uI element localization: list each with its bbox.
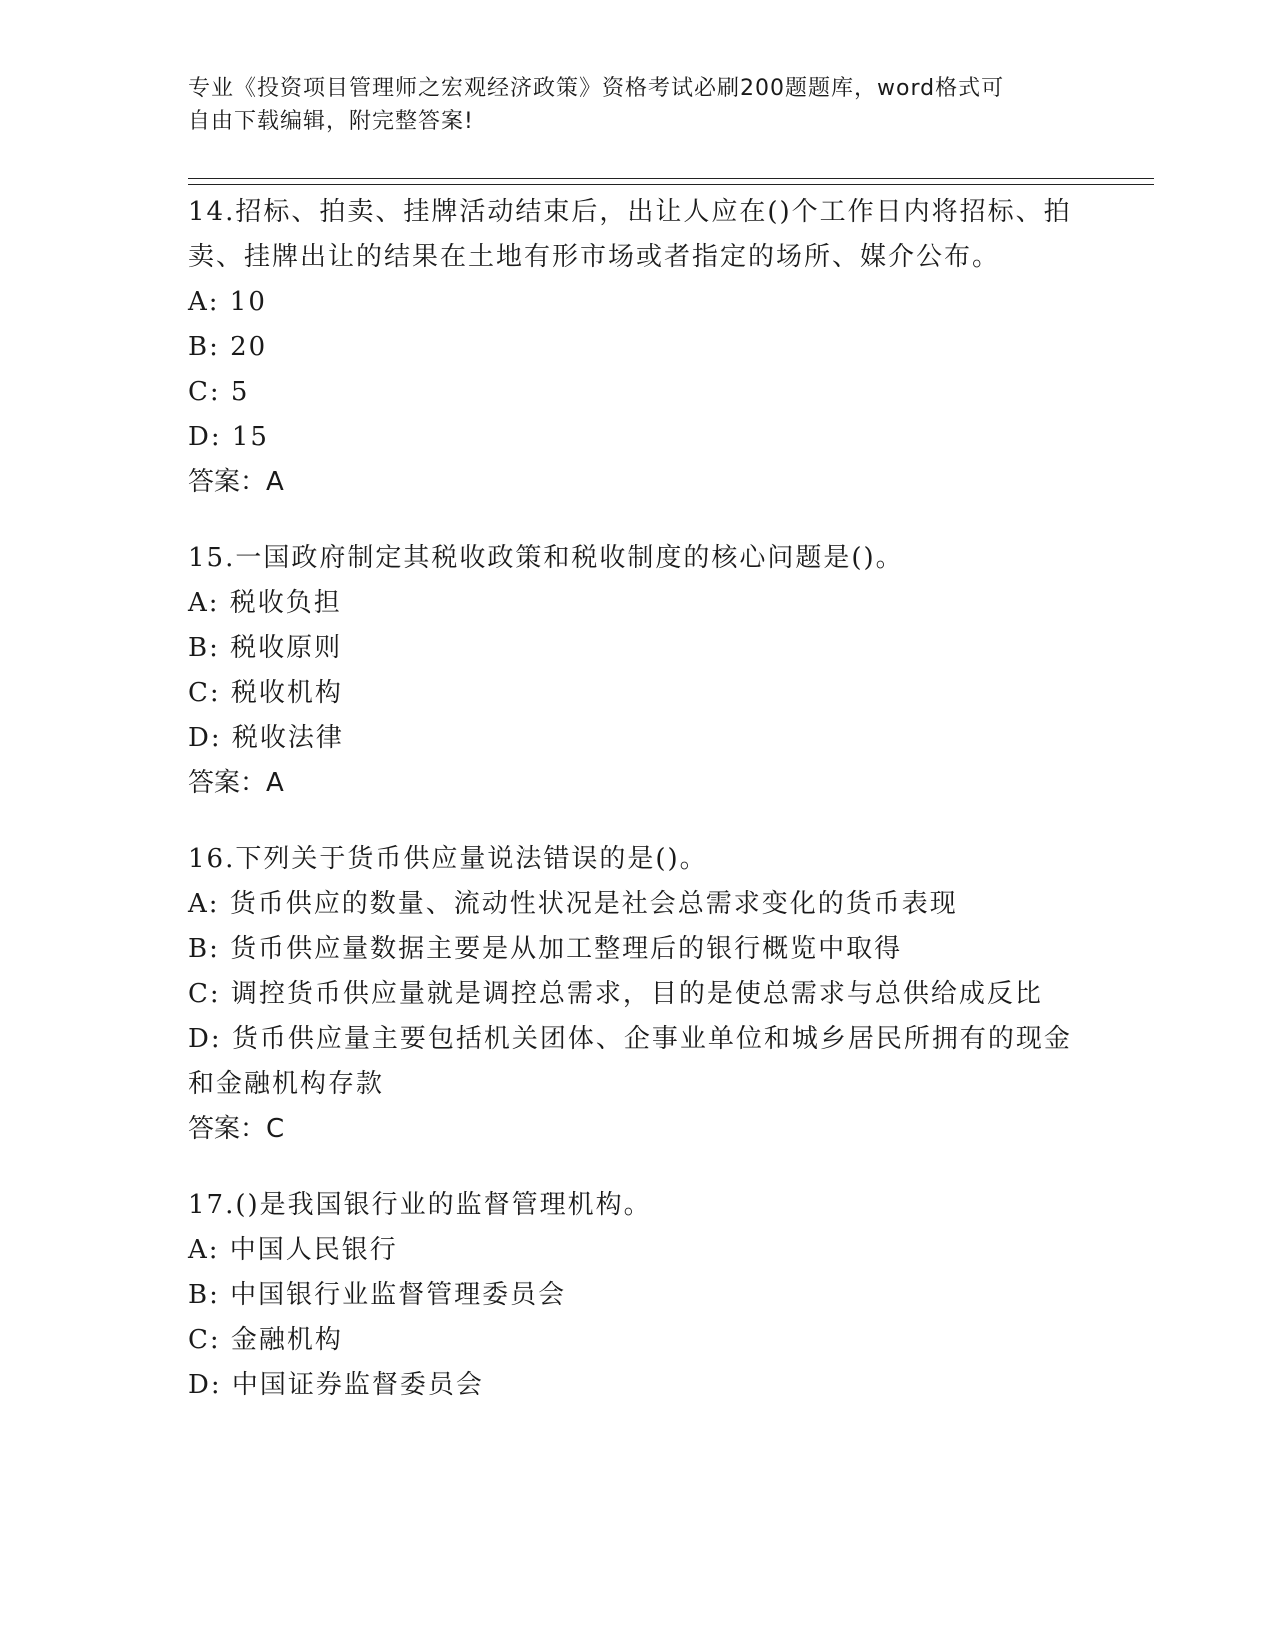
option-d: D: 中国证券监督委员会 xyxy=(188,1370,484,1400)
option-c: C: 调控货币供应量就是调控总需求，目的是使总需求与总供给成反比 xyxy=(188,979,1043,1009)
option-d: D: 15 xyxy=(188,422,269,452)
option-b: B: 20 xyxy=(188,332,268,362)
question-stem: 14.招标、拍卖、挂牌活动结束后，出让人应在()个工作日内将招标、拍卖、挂牌出让的结果在土地有形市场或者指定的场所、媒介公布。 xyxy=(188,197,1072,272)
question-14 xyxy=(188,190,1088,504)
question-stem: 16.下列关于货币供应量说法错误的是()。 xyxy=(188,844,708,874)
question-15 xyxy=(188,536,1088,805)
option-b: B: 货币供应量数据主要是从加工整理后的银行概览中取得 xyxy=(188,934,903,964)
answer: 答案：C xyxy=(188,1114,285,1144)
document-header xyxy=(188,72,1088,138)
option-c: C: 5 xyxy=(188,377,250,407)
question-stem: 17.()是我国银行业的监督管理机构。 xyxy=(188,1190,652,1220)
option-c: C: 税收机构 xyxy=(188,678,343,708)
question-list xyxy=(188,190,1088,1440)
option-a: A: 10 xyxy=(188,287,267,317)
header-line-1: 专业《投资项目管理师之宏观经济政策》资格考试必刷200题题库，word格式可 xyxy=(188,76,1005,101)
option-b: B: 中国银行业监督管理委员会 xyxy=(188,1280,567,1310)
answer: 答案：A xyxy=(188,467,284,497)
question-stem: 15.一国政府制定其税收政策和税收制度的核心问题是()。 xyxy=(188,543,904,573)
option-d: D: 货币供应量主要包括机关团体、企事业单位和城乡居民所拥有的现金和金融机构存款 xyxy=(188,1024,1072,1099)
header-line-2: 自由下载编辑，附完整答案! xyxy=(188,109,474,134)
option-a: A: 货币供应的数量、流动性状况是社会总需求变化的货币表现 xyxy=(188,889,958,919)
header-rule-bottom xyxy=(188,184,1154,185)
question-16 xyxy=(188,837,1088,1151)
option-d: D: 税收法律 xyxy=(188,723,344,753)
answer: 答案：A xyxy=(188,768,284,798)
header-rule-top xyxy=(188,178,1154,179)
option-a: A: 中国人民银行 xyxy=(188,1235,398,1265)
option-c: C: 金融机构 xyxy=(188,1325,343,1355)
option-b: B: 税收原则 xyxy=(188,633,343,663)
question-17 xyxy=(188,1183,1088,1408)
option-a: A: 税收负担 xyxy=(188,588,342,618)
